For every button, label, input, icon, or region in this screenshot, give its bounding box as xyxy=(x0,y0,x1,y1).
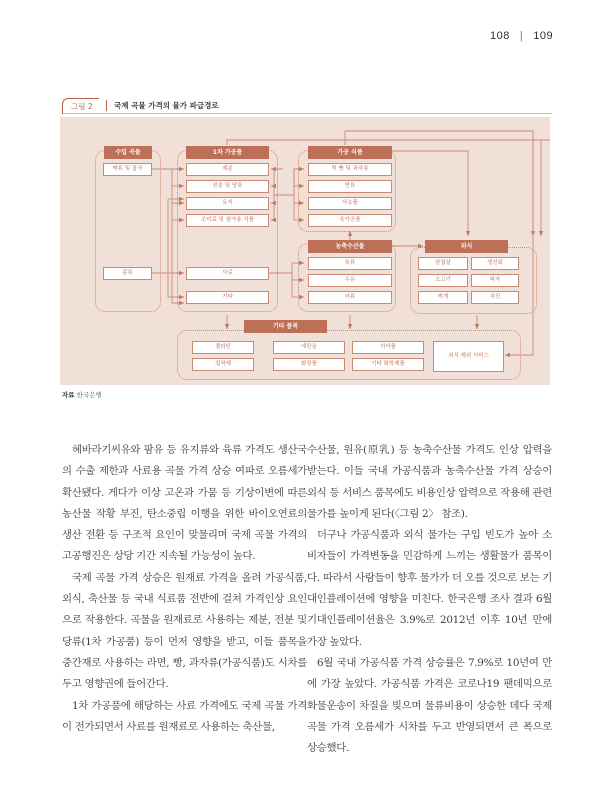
item-dairy: 낙농품 xyxy=(308,197,392,210)
item-feed: 사료 xyxy=(186,267,269,280)
page-separator: | xyxy=(519,30,524,42)
item-medicine: 의약품 xyxy=(352,341,424,354)
item-ethanol: 에탄올 xyxy=(273,341,345,354)
item-beef: 소고기 xyxy=(418,274,468,287)
header-agri-livestock: 농축수산물 xyxy=(308,240,392,253)
item-oils: 유지 xyxy=(186,197,269,210)
item-bakery: 떡 빵 및 과자류 xyxy=(308,163,392,176)
item-milling: 제분 xyxy=(186,163,269,176)
item-fish: 어류 xyxy=(308,291,392,304)
item-pizza: 피자 xyxy=(471,274,519,287)
item-processed-meat: 육가공품 xyxy=(308,214,392,227)
item-seasonings: 조미료 및 첨가용 식품 xyxy=(186,214,269,227)
item-other-chemicals: 기타 화학제품 xyxy=(352,358,424,371)
header-dining-out: 외식 xyxy=(425,240,508,253)
item-other-primary: 기타 xyxy=(186,291,269,304)
price-transmission-diagram xyxy=(60,117,550,385)
paragraph: 1차 가공품에 해당하는 사료 가격에도 국제 곡물 가격이 전가되면서 사료를 원재료로 사용하는 축산물, xyxy=(62,699,307,733)
figure-title: 국제 곡물 가격의 물가 파급경로 xyxy=(114,101,219,110)
paragraph: 수산물, 원유(原乳) 등 농축수산물 가격도 인상 압력을 받는다. 이들 국내 가공식품과 농축수산물 가격 상승이 외식 등 서비스 품목에도 비용인상 압력으로 작용해 관련 물가를 높이게 된다(〈그림 2〉 참조). xyxy=(307,444,552,520)
source-text: 한국은행 xyxy=(76,391,102,399)
paragraph: 더구나 가공식품과 외식 물가는 구입 빈도가 높아 소비자들이 가격변동을 민감하게 느끼는 생활물가 품목이다. 따라서 사람들이 향후 물가가 더 오를 것으로 보는 기대인플레이션에 영향을 미친다. 한국은행 조사 결과 6월 기대인플레이션율은 3.9%로 2012년 이후 10년 만에 가장 높았다. xyxy=(307,529,552,648)
header-imported-grain: 수입 곡물 xyxy=(104,146,152,159)
paragraph: 국제 곡물 가격 상승은 원재료 가격을 올려 가공식품, 외식, 축산물 등 국내 식료품 전반에 걸쳐 가격인상 요인으로 작용한다. 곡물을 원재료로 사용하는 제분, 전분 및 당류(1차 가공품) 등이 먼저 영향을 받고, 이들 품목을 중간재로 사용하는 라면, 빵, 과자류(가공식품)도 시차를 두고 영향권에 들어간다. xyxy=(62,571,307,691)
body-right-column xyxy=(307,440,552,759)
item-meat: 육류 xyxy=(308,257,392,270)
source-label: 자료 xyxy=(62,391,75,399)
figure-caption xyxy=(62,98,552,114)
item-gelatin: 젤라틴 xyxy=(192,341,254,354)
header-processed-food: 가공 식품 xyxy=(308,146,392,159)
item-chicken: 치킨 xyxy=(471,291,519,304)
paragraph: 6월 국내 가공식품 가격 상승률은 7.9%로 10년여 만에 가장 높았다. 가공식품 가격은 코로나19 팬데믹으로 화물운송이 차질을 빚으며 물류비용이 상승한 데다 국제 곡물 가격 오름세가 시차를 두고 반영되면서 큰 폭으로 상승했다. xyxy=(307,656,552,755)
item-cosmetics: 화장품 xyxy=(273,358,345,371)
header-other-items: 기타 품목 xyxy=(244,320,327,333)
item-adhesive: 접착제 xyxy=(192,358,254,371)
figure-source xyxy=(62,390,102,399)
item-sashimi: 생선회 xyxy=(471,257,519,270)
caption-divider xyxy=(106,100,107,111)
body-left-column xyxy=(62,440,307,738)
item-wheat-grain: 맥류 및 잡곡 xyxy=(103,163,152,176)
item-stew: 찌개 xyxy=(418,291,468,304)
item-starch-sugar: 전분 및 당류 xyxy=(186,180,269,193)
page-numbers xyxy=(490,30,553,42)
item-milk: 우유 xyxy=(308,274,392,287)
item-pork-belly: 삼겹살 xyxy=(418,257,468,270)
figure-label: 그림 2 xyxy=(62,98,99,114)
item-soybean: 콩류 xyxy=(103,267,152,280)
paragraph: 혜바라기씨유와 팜유 등 유지류와 육류 가격도 생산국의 수출 제한과 사료용 곡물 가격 상승 여파로 오름세가 확산됐다. 게다가 이상 고온과 가뭄 등 기상이변에 따른 농산물 작황 부진, 탄소중립 이행을 위한 바이오연료의 생산 전환 등 구조적 요인이 맞물리며 국제 곡물 가격의 고공행진은 상당 기간 지속될 가능성이 높다. xyxy=(62,444,307,563)
item-non-dining-services: 외식 제외 서비스 xyxy=(433,341,504,372)
page-number-left: 108 xyxy=(490,30,510,42)
item-noodles: 면류 xyxy=(308,180,392,193)
page-number-right: 109 xyxy=(533,30,554,42)
header-primary-processed: 1차 가공품 xyxy=(186,146,269,159)
